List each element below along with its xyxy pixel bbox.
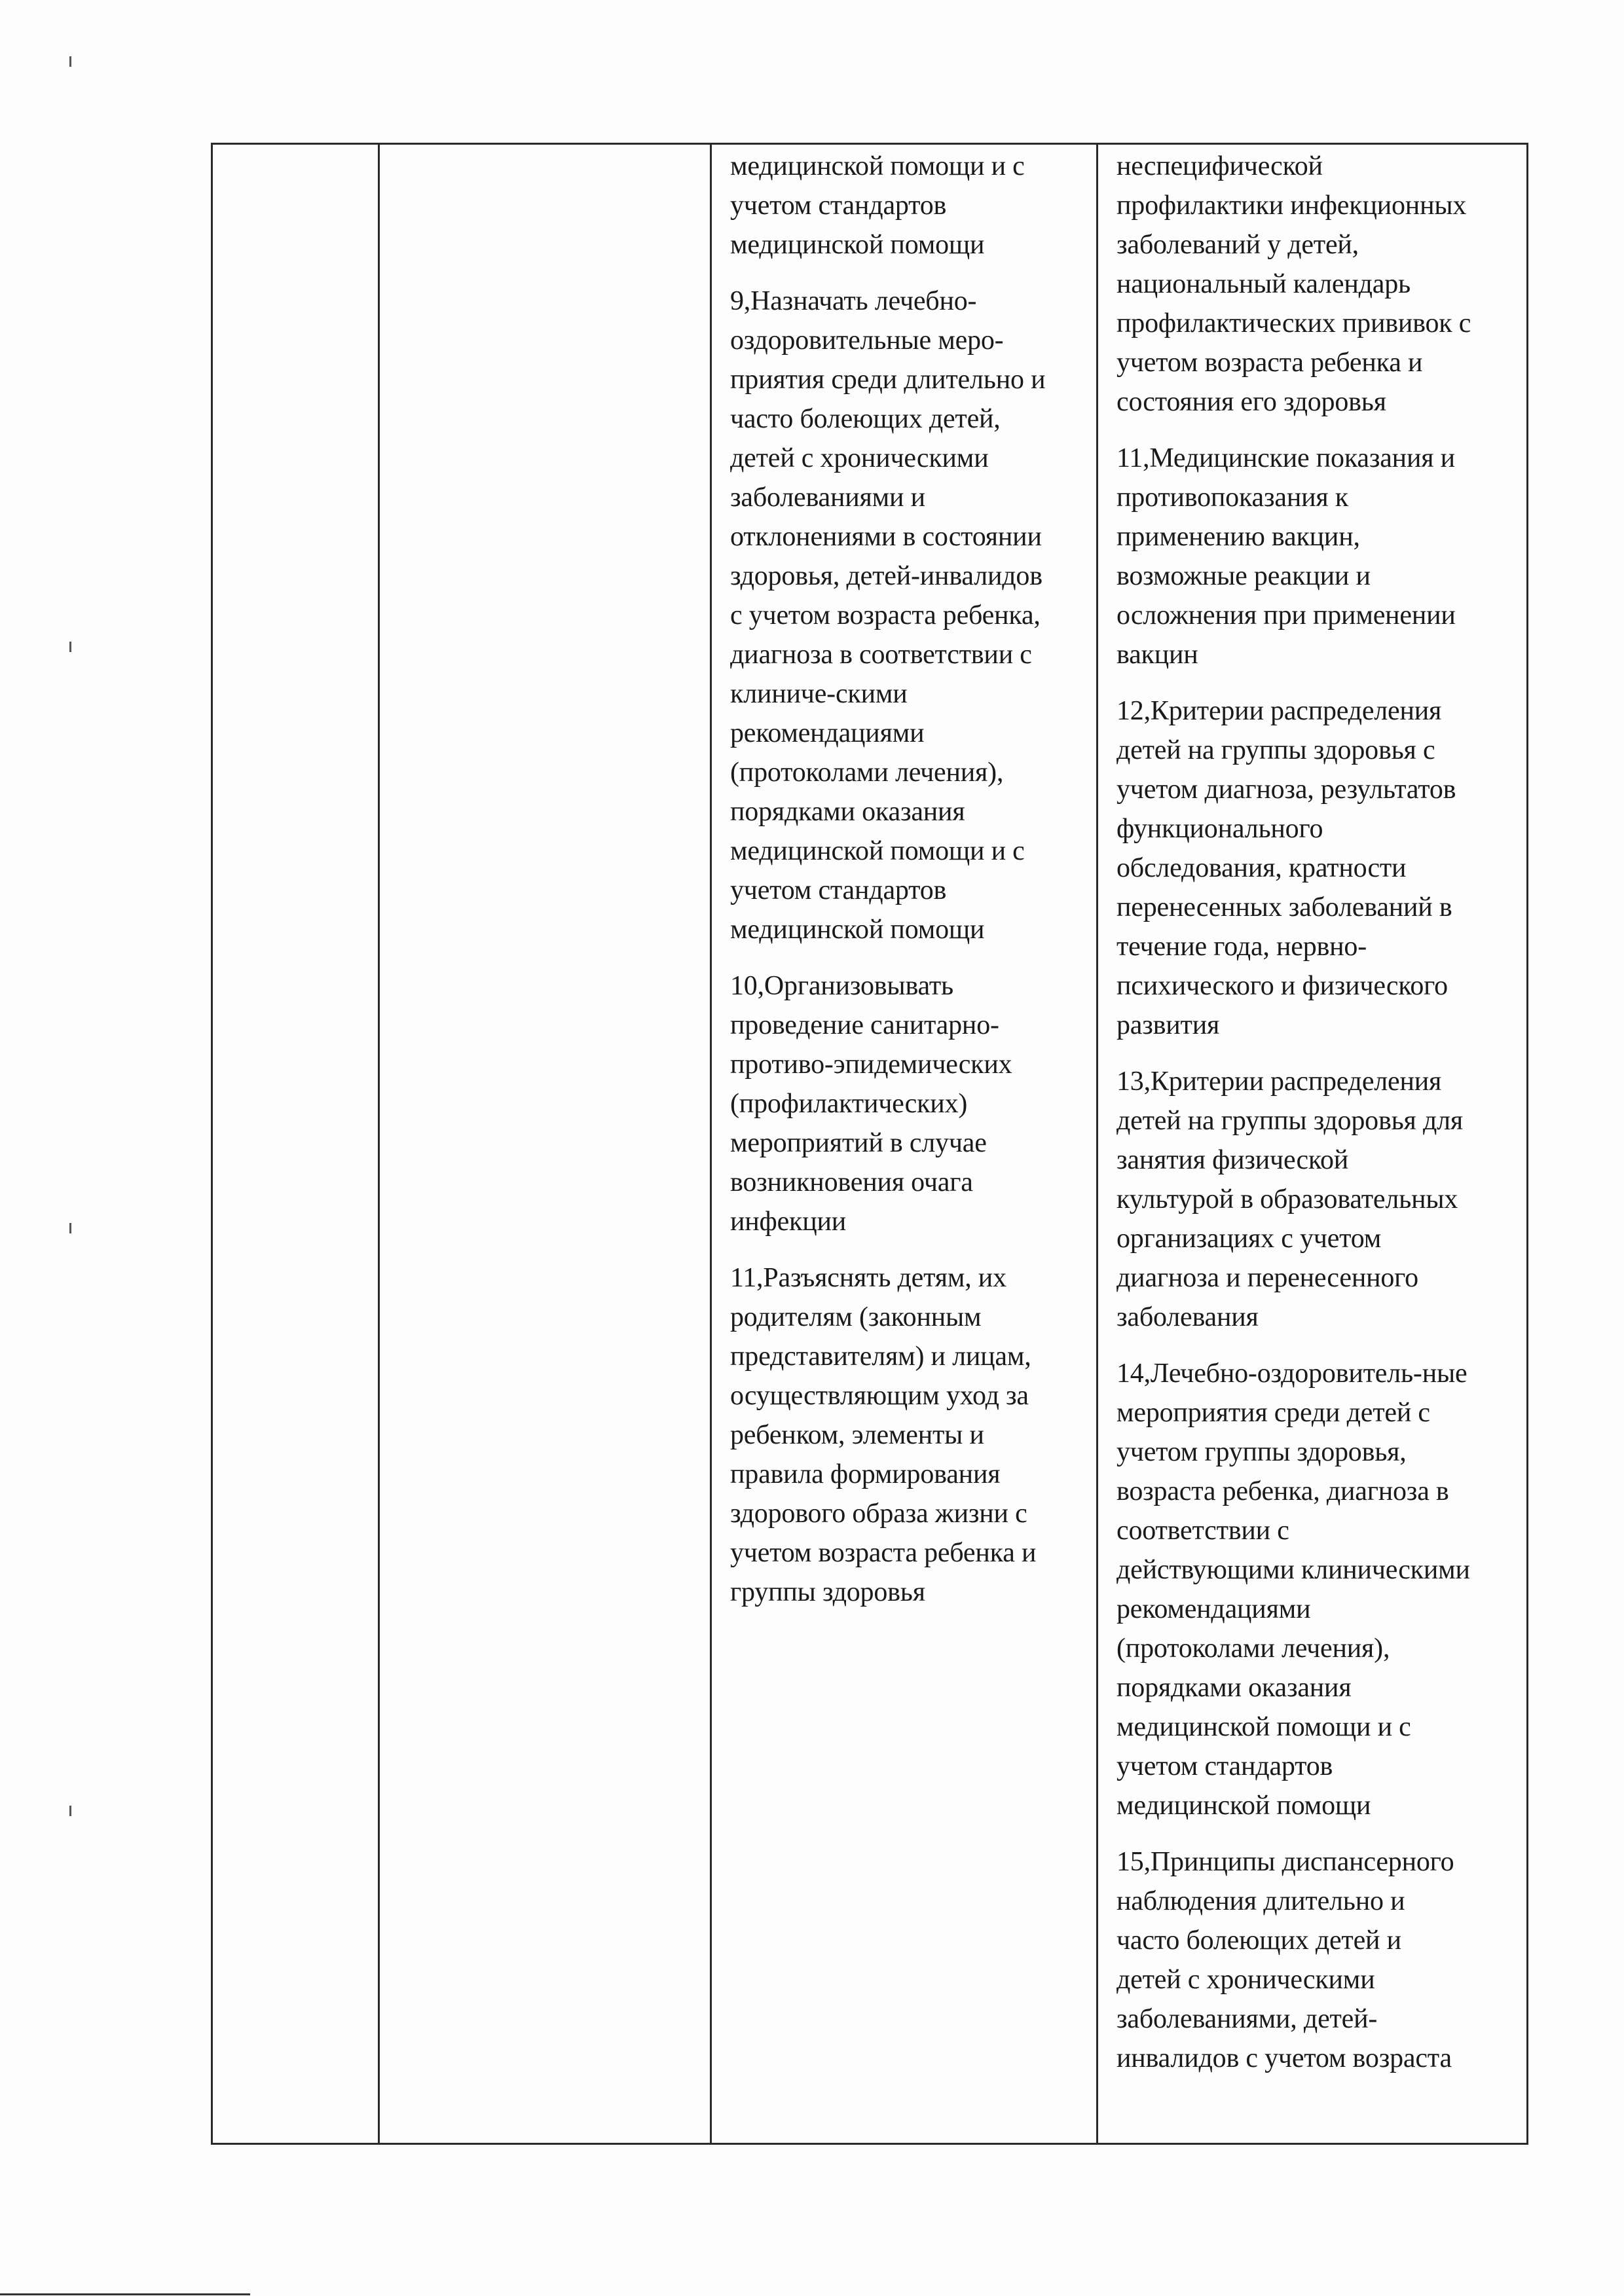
skills-item: 9,Назначать лечебно- оздоровительные меро- приятия среди длительно и часто болеющих детей, детей с хроническими заболеваниями и отклонениями в состоянии здоровья, детей-инвалидов с учетом возраста ребенка, диагноза в соответствии с клиниче-скими рекомендациями (протоколами лечения), порядками оказания медицинской помощи и с учетом стандартов медицинской помощи (730, 286, 1046, 945)
knowledge-item: 11,Медицинские показания и противопоказания к применению вакцин, возможные реакции и осложнения при применении вакцин (1116, 443, 1456, 670)
binding-mark (69, 1806, 71, 1816)
knowledge-item: 13,Критерии распределения детей на группы здоровья для занятия физической культурой в образовательных организациях с учетом диагноза и перенесенного заболевания (1116, 1066, 1463, 1332)
knowledge-item: 14,Лечебно-оздоровитель-ные мероприятия среди детей с учетом группы здоровья, возраста ребенка, диагноза в соответствии с действующими клиническими рекомендациями (протоколами лечения), порядками оказания медицинской помощи и с учетом стандартов медицинской помощи (1116, 1358, 1470, 1821)
table-column-skills (712, 145, 1098, 2143)
skills-item: медицинской помощи и с учетом стандартов медицинской помощи (730, 151, 1025, 260)
skills-item: 10,Организовывать проведение санитарно- противо-эпидемических (профилактических) мероприятий в случае возникновения очага инфекции (730, 971, 1012, 1237)
table-column-empty-1 (213, 145, 380, 2143)
binding-mark (69, 56, 71, 67)
knowledge-item: 15,Принципы диспансерного наблюдения длительно и часто болеющих детей и детей с хроническими заболеваниями, детей- инвалидов с учетом возраста (1116, 1847, 1454, 2073)
binding-mark (69, 1223, 71, 1233)
skills-item: 11,Разъяснять детям, их родителям (законным представителям) и лицам, осуществляющим уход за ребенком, элементы и правила формирования здорового образа жизни с учетом возраста ребенка и группы здоровья (730, 1263, 1037, 1607)
table-column-empty-2 (380, 145, 712, 2143)
binding-mark (69, 642, 71, 652)
table-column-knowledge (1098, 145, 1526, 2143)
knowledge-item: неспецифической профилактики инфекционных заболеваний у детей, национальный календарь профилактических прививок с учетом возраста ребенка и состояния его здоровья (1116, 151, 1471, 417)
scan-edge-line (0, 2293, 250, 2295)
competency-table (211, 143, 1528, 2145)
knowledge-item: 12,Критерии распределения детей на группы здоровья с учетом диагноза, результатов функционального обследования, кратности перенесенных заболеваний в течение года, нервно- психического и физического развития (1116, 696, 1456, 1040)
